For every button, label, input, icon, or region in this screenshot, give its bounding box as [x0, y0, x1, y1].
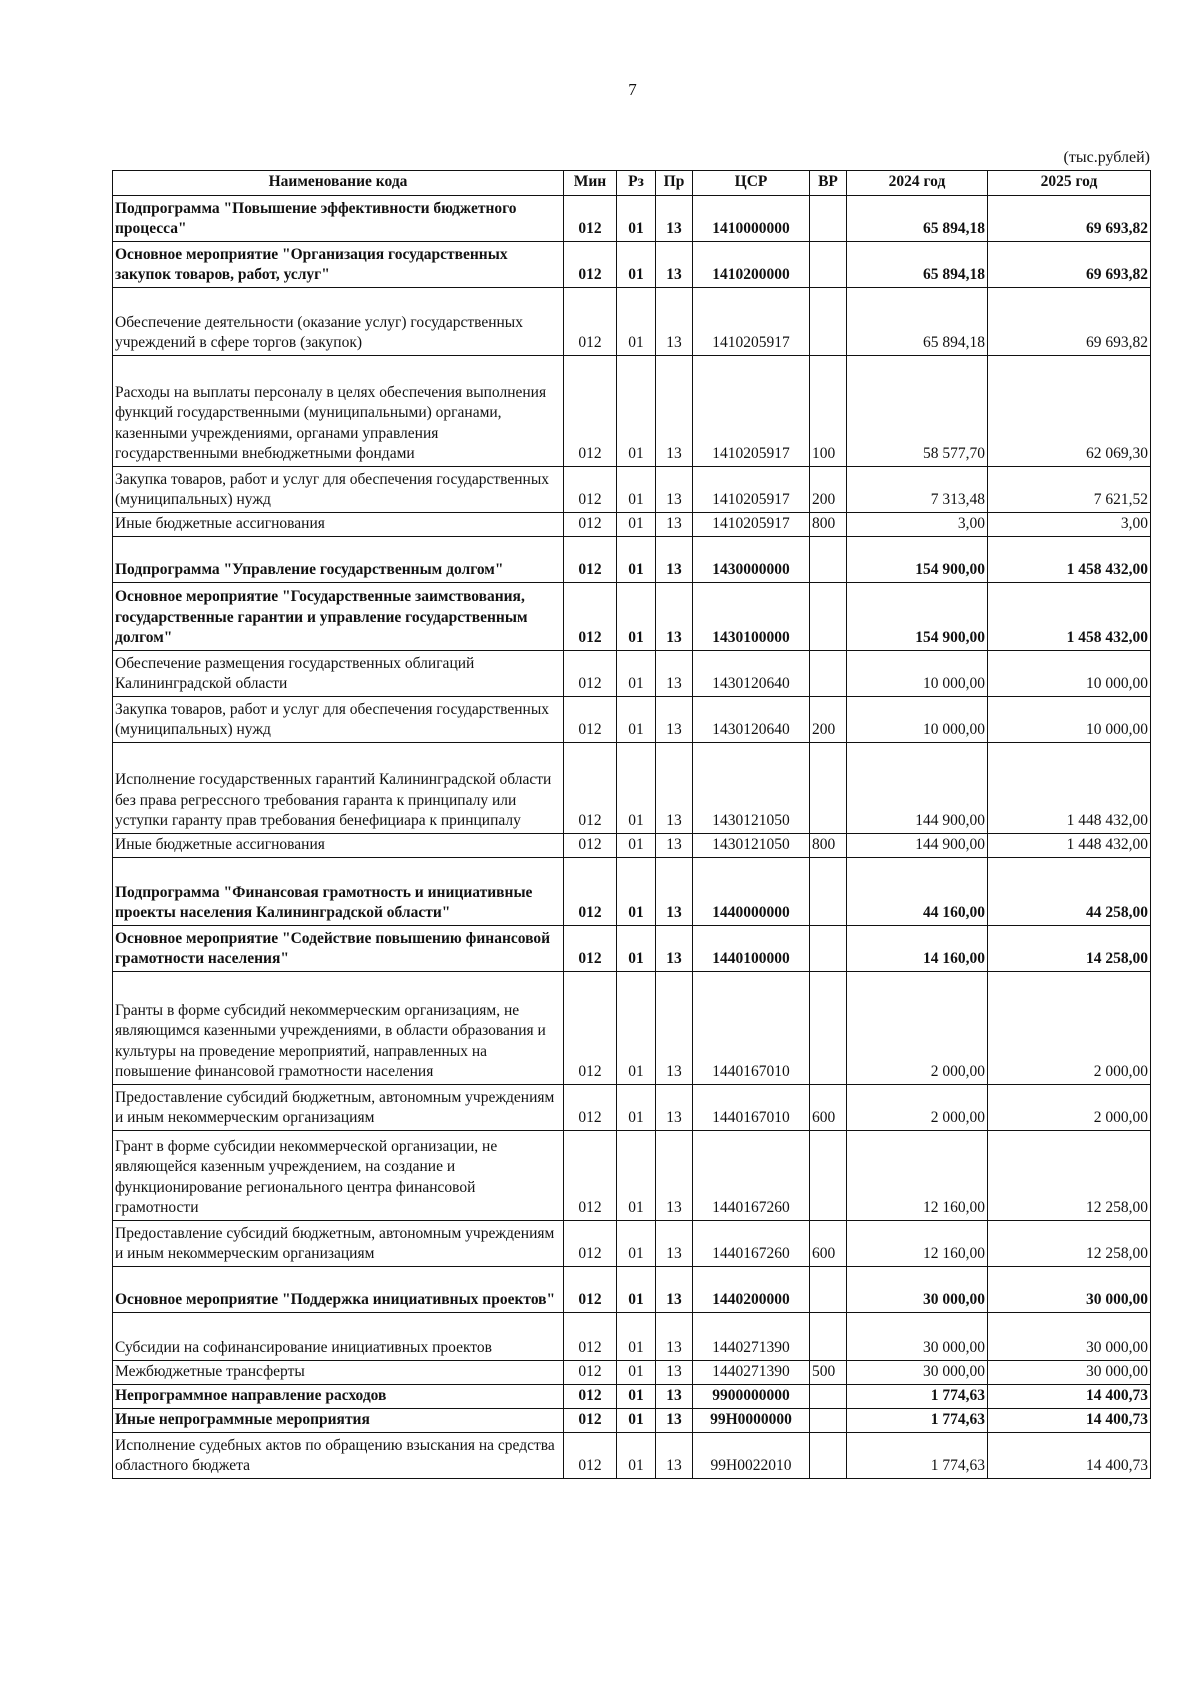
table-row	[113, 288, 1151, 356]
cell-name: Иные бюджетные ассигнования	[113, 513, 564, 537]
cell-min: 012	[564, 242, 617, 288]
cell-min: 012	[564, 467, 617, 513]
cell-pr: 13	[656, 743, 693, 834]
cell-pr: 13	[656, 697, 693, 743]
cell-pr: 13	[656, 1385, 693, 1409]
cell-2025: 69 693,82	[988, 242, 1151, 288]
cell-2024: 30 000,00	[847, 1267, 988, 1313]
cell-name: Исполнение государственных гарантий Калининградской области без права регрессного требования гаранта к принципалу или уступки гаранту прав требования бенефициара к принципалу	[113, 743, 564, 834]
header-2025: 2025 год	[988, 171, 1151, 196]
table-row	[113, 1313, 1151, 1361]
cell-2024: 14 160,00	[847, 926, 988, 972]
cell-rz: 01	[617, 743, 656, 834]
table-row	[113, 356, 1151, 467]
cell-vr	[810, 583, 847, 651]
table-row	[113, 537, 1151, 583]
cell-name: Основное мероприятие "Содействие повышению финансовой грамотности населения"	[113, 926, 564, 972]
cell-min: 012	[564, 972, 617, 1085]
cell-min: 012	[564, 926, 617, 972]
cell-rz: 01	[617, 196, 656, 242]
cell-pr: 13	[656, 467, 693, 513]
cell-csr: 1410205917	[693, 513, 810, 537]
cell-2025: 14 258,00	[988, 926, 1151, 972]
cell-name: Обеспечение деятельности (оказание услуг) государственных учреждений в сфере торгов (закупок)	[113, 288, 564, 356]
cell-2024: 1 774,63	[847, 1409, 988, 1433]
cell-pr: 13	[656, 1267, 693, 1313]
header-name: Наименование кода	[113, 171, 564, 196]
cell-2024: 30 000,00	[847, 1313, 988, 1361]
cell-vr	[810, 537, 847, 583]
cell-rz: 01	[617, 926, 656, 972]
cell-2025: 12 258,00	[988, 1221, 1151, 1267]
header-2024: 2024 год	[847, 171, 988, 196]
cell-min: 012	[564, 513, 617, 537]
cell-name: Предоставление субсидий бюджетным, автономным учреждениям и иным некоммерческим организациям	[113, 1221, 564, 1267]
cell-2024: 154 900,00	[847, 537, 988, 583]
cell-min: 012	[564, 697, 617, 743]
units-label: (тыс.рублей)	[1063, 149, 1150, 166]
cell-rz: 01	[617, 467, 656, 513]
cell-2025: 30 000,00	[988, 1313, 1151, 1361]
cell-vr	[810, 651, 847, 697]
cell-vr: 600	[810, 1221, 847, 1267]
cell-pr: 13	[656, 1409, 693, 1433]
cell-name: Подпрограмма "Управление государственным долгом"	[113, 537, 564, 583]
cell-csr: 1430100000	[693, 583, 810, 651]
table-row	[113, 651, 1151, 697]
table-row	[113, 1433, 1151, 1479]
cell-rz: 01	[617, 1221, 656, 1267]
cell-csr: 1430120640	[693, 651, 810, 697]
cell-rz: 01	[617, 537, 656, 583]
cell-pr: 13	[656, 1221, 693, 1267]
cell-csr: 1440167010	[693, 972, 810, 1085]
table-row	[113, 242, 1151, 288]
cell-name: Исполнение судебных актов по обращению взыскания на средства областного бюджета	[113, 1433, 564, 1479]
cell-2025: 2 000,00	[988, 972, 1151, 1085]
cell-pr: 13	[656, 288, 693, 356]
cell-vr	[810, 743, 847, 834]
cell-2025: 10 000,00	[988, 651, 1151, 697]
cell-csr: 1410000000	[693, 196, 810, 242]
cell-2024: 3,00	[847, 513, 988, 537]
cell-pr: 13	[656, 834, 693, 858]
cell-2025: 1 458 432,00	[988, 537, 1151, 583]
cell-rz: 01	[617, 1385, 656, 1409]
cell-rz: 01	[617, 1433, 656, 1479]
cell-vr: 200	[810, 697, 847, 743]
cell-rz: 01	[617, 858, 656, 926]
cell-2024: 144 900,00	[847, 743, 988, 834]
table-header-row	[113, 171, 1151, 196]
cell-name: Грант в форме субсидии некоммерческой организации, не являющейся казенным учреждением, на создание и функционирование регионального центра финансовой грамотности	[113, 1131, 564, 1221]
cell-vr	[810, 1131, 847, 1221]
cell-2024: 1 774,63	[847, 1433, 988, 1479]
cell-csr: 1410200000	[693, 242, 810, 288]
cell-2024: 65 894,18	[847, 196, 988, 242]
cell-name: Закупка товаров, работ и услуг для обеспечения государственных (муниципальных) нужд	[113, 467, 564, 513]
cell-name: Межбюджетные трансферты	[113, 1361, 564, 1385]
cell-name: Обеспечение размещения государственных облигаций Калининградской области	[113, 651, 564, 697]
cell-2025: 62 069,30	[988, 356, 1151, 467]
cell-rz: 01	[617, 972, 656, 1085]
cell-csr: 9900000000	[693, 1385, 810, 1409]
cell-2025: 14 400,73	[988, 1385, 1151, 1409]
table-row	[113, 697, 1151, 743]
cell-csr: 99Н0000000	[693, 1409, 810, 1433]
cell-min: 012	[564, 834, 617, 858]
cell-vr: 500	[810, 1361, 847, 1385]
cell-name: Гранты в форме субсидий некоммерческим организациям, не являющимся казенными учреждениями, в области образования и культуры на проведение мероприятий, направленных на повышение финансовой грамотности населения	[113, 972, 564, 1085]
cell-pr: 13	[656, 926, 693, 972]
header-rz: Рз	[617, 171, 656, 196]
cell-name: Непрограммное направление расходов	[113, 1385, 564, 1409]
cell-2025: 30 000,00	[988, 1267, 1151, 1313]
table-row	[113, 1131, 1151, 1221]
cell-2025: 1 448 432,00	[988, 743, 1151, 834]
cell-2025: 30 000,00	[988, 1361, 1151, 1385]
cell-2025: 44 258,00	[988, 858, 1151, 926]
cell-min: 012	[564, 743, 617, 834]
cell-2025: 2 000,00	[988, 1085, 1151, 1131]
cell-vr	[810, 1313, 847, 1361]
cell-pr: 13	[656, 196, 693, 242]
cell-csr: 1440167010	[693, 1085, 810, 1131]
table-row	[113, 1085, 1151, 1131]
cell-csr: 1440200000	[693, 1267, 810, 1313]
cell-vr	[810, 1385, 847, 1409]
cell-csr: 1410205917	[693, 467, 810, 513]
cell-2025: 69 693,82	[988, 196, 1151, 242]
cell-pr: 13	[656, 651, 693, 697]
cell-2024: 2 000,00	[847, 1085, 988, 1131]
cell-pr: 13	[656, 537, 693, 583]
cell-min: 012	[564, 288, 617, 356]
cell-2025: 10 000,00	[988, 697, 1151, 743]
cell-min: 012	[564, 858, 617, 926]
cell-vr	[810, 1409, 847, 1433]
table-row	[113, 834, 1151, 858]
cell-min: 012	[564, 356, 617, 467]
cell-csr: 1430120640	[693, 697, 810, 743]
table-row	[113, 1385, 1151, 1409]
cell-rz: 01	[617, 242, 656, 288]
cell-csr: 1440167260	[693, 1221, 810, 1267]
cell-2024: 1 774,63	[847, 1385, 988, 1409]
cell-2025: 7 621,52	[988, 467, 1151, 513]
cell-pr: 13	[656, 1085, 693, 1131]
cell-min: 012	[564, 1221, 617, 1267]
cell-csr: 99Н0022010	[693, 1433, 810, 1479]
cell-min: 012	[564, 1085, 617, 1131]
cell-rz: 01	[617, 651, 656, 697]
cell-vr	[810, 926, 847, 972]
cell-rz: 01	[617, 513, 656, 537]
cell-rz: 01	[617, 1131, 656, 1221]
cell-csr: 1440271390	[693, 1361, 810, 1385]
cell-rz: 01	[617, 697, 656, 743]
cell-pr: 13	[656, 242, 693, 288]
cell-rz: 01	[617, 1085, 656, 1131]
cell-name: Основное мероприятие "Организация государственных закупок товаров, работ, услуг"	[113, 242, 564, 288]
cell-csr: 1440167260	[693, 1131, 810, 1221]
page-number: 7	[628, 80, 637, 99]
cell-pr: 13	[656, 858, 693, 926]
cell-csr: 1440100000	[693, 926, 810, 972]
cell-rz: 01	[617, 834, 656, 858]
cell-name: Основное мероприятие "Поддержка инициативных проектов"	[113, 1267, 564, 1313]
cell-2024: 44 160,00	[847, 858, 988, 926]
cell-2025: 1 448 432,00	[988, 834, 1151, 858]
header-min: Мин	[564, 171, 617, 196]
cell-vr	[810, 1267, 847, 1313]
cell-min: 012	[564, 1409, 617, 1433]
cell-name: Иные непрограммные мероприятия	[113, 1409, 564, 1433]
cell-rz: 01	[617, 288, 656, 356]
table-row	[113, 583, 1151, 651]
cell-min: 012	[564, 537, 617, 583]
cell-2024: 7 313,48	[847, 467, 988, 513]
cell-2024: 58 577,70	[847, 356, 988, 467]
cell-min: 012	[564, 1267, 617, 1313]
cell-name: Основное мероприятие "Государственные заимствования, государственные гарантии и управление государственным долгом"	[113, 583, 564, 651]
cell-2024: 12 160,00	[847, 1221, 988, 1267]
cell-name: Расходы на выплаты персоналу в целях обеспечения выполнения функций государственными (муниципальными) органами, казенными учреждениями, органами управления государственными внебюджетными фондами	[113, 356, 564, 467]
cell-pr: 13	[656, 1361, 693, 1385]
cell-vr	[810, 288, 847, 356]
cell-min: 012	[564, 1433, 617, 1479]
table-row	[113, 1221, 1151, 1267]
table-body	[113, 196, 1151, 1479]
cell-2025: 3,00	[988, 513, 1151, 537]
cell-2025: 14 400,73	[988, 1433, 1151, 1479]
cell-name: Предоставление субсидий бюджетным, автономным учреждениям и иным некоммерческим организациям	[113, 1085, 564, 1131]
cell-2024: 10 000,00	[847, 697, 988, 743]
cell-pr: 13	[656, 583, 693, 651]
cell-name: Подпрограмма "Финансовая грамотность и инициативные проекты населения Калининградской области"	[113, 858, 564, 926]
cell-name: Закупка товаров, работ и услуг для обеспечения государственных (муниципальных) нужд	[113, 697, 564, 743]
cell-csr: 1410205917	[693, 356, 810, 467]
cell-pr: 13	[656, 1131, 693, 1221]
cell-2025: 14 400,73	[988, 1409, 1151, 1433]
cell-csr: 1430121050	[693, 834, 810, 858]
cell-min: 012	[564, 1131, 617, 1221]
cell-2024: 154 900,00	[847, 583, 988, 651]
cell-vr: 600	[810, 1085, 847, 1131]
cell-2024: 2 000,00	[847, 972, 988, 1085]
cell-name: Подпрограмма "Повышение эффективности бюджетного процесса"	[113, 196, 564, 242]
table-row	[113, 858, 1151, 926]
header-csr: ЦСР	[693, 171, 810, 196]
cell-pr: 13	[656, 972, 693, 1085]
cell-vr	[810, 196, 847, 242]
table-row	[113, 743, 1151, 834]
cell-csr: 1440000000	[693, 858, 810, 926]
cell-vr: 200	[810, 467, 847, 513]
cell-vr: 100	[810, 356, 847, 467]
cell-min: 012	[564, 1313, 617, 1361]
cell-name: Субсидии на софинансирование инициативных проектов	[113, 1313, 564, 1361]
cell-rz: 01	[617, 583, 656, 651]
cell-csr: 1430121050	[693, 743, 810, 834]
table-row	[113, 1361, 1151, 1385]
cell-rz: 01	[617, 1361, 656, 1385]
cell-min: 012	[564, 1385, 617, 1409]
cell-2024: 65 894,18	[847, 288, 988, 356]
cell-rz: 01	[617, 356, 656, 467]
cell-2024: 65 894,18	[847, 242, 988, 288]
cell-pr: 13	[656, 1433, 693, 1479]
table-row	[113, 196, 1151, 242]
cell-min: 012	[564, 651, 617, 697]
cell-vr: 800	[810, 834, 847, 858]
cell-pr: 13	[656, 356, 693, 467]
cell-min: 012	[564, 196, 617, 242]
cell-rz: 01	[617, 1313, 656, 1361]
header-vr: ВР	[810, 171, 847, 196]
table-row	[113, 972, 1151, 1085]
cell-rz: 01	[617, 1267, 656, 1313]
cell-csr: 1430000000	[693, 537, 810, 583]
cell-min: 012	[564, 583, 617, 651]
cell-name: Иные бюджетные ассигнования	[113, 834, 564, 858]
cell-pr: 13	[656, 1313, 693, 1361]
cell-2024: 144 900,00	[847, 834, 988, 858]
cell-pr: 13	[656, 513, 693, 537]
table-row	[113, 513, 1151, 537]
cell-2024: 10 000,00	[847, 651, 988, 697]
cell-2025: 69 693,82	[988, 288, 1151, 356]
cell-vr	[810, 972, 847, 1085]
budget-table	[112, 170, 1151, 1479]
cell-2025: 1 458 432,00	[988, 583, 1151, 651]
cell-min: 012	[564, 1361, 617, 1385]
table-row	[113, 467, 1151, 513]
cell-csr: 1440271390	[693, 1313, 810, 1361]
cell-vr	[810, 242, 847, 288]
cell-2024: 12 160,00	[847, 1131, 988, 1221]
cell-2024: 30 000,00	[847, 1361, 988, 1385]
cell-vr	[810, 858, 847, 926]
table-row	[113, 1409, 1151, 1433]
cell-vr: 800	[810, 513, 847, 537]
table-row	[113, 926, 1151, 972]
cell-vr	[810, 1433, 847, 1479]
table-row	[113, 1267, 1151, 1313]
header-pr: Пр	[656, 171, 693, 196]
cell-rz: 01	[617, 1409, 656, 1433]
cell-2025: 12 258,00	[988, 1131, 1151, 1221]
cell-csr: 1410205917	[693, 288, 810, 356]
